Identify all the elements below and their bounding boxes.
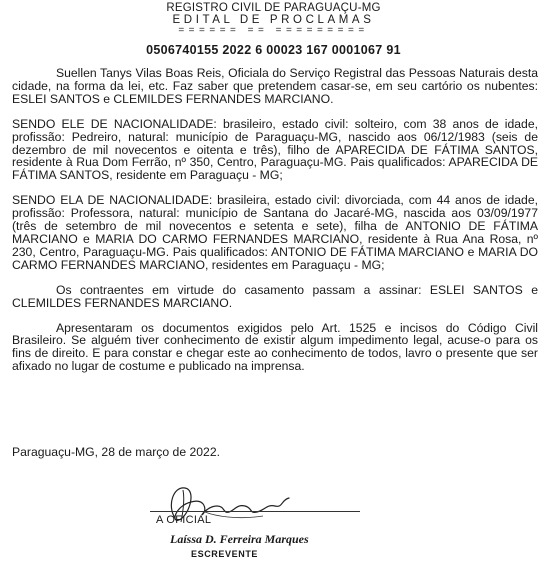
- registration-number: 0506740155 2022 6 00023 167 0001067 91: [146, 43, 401, 57]
- registry-name: REGISTRO CIVIL DE PARAGUAÇU-MG: [166, 2, 381, 14]
- official-role: A OFICIAL: [156, 514, 212, 526]
- place-date: Paraguaçu-MG, 28 de março de 2022.: [12, 445, 220, 459]
- document-header: [0, 0, 547, 57]
- groom-paragraph: SENDO ELE DE NACIONALIDADE: brasileiro, estado civil: solteiro, com 38 anos de idade, profissão: Pedreiro, natural: município de Paraguaçu-MG, nascido aos 06/12/1983 (seis de dezembro de mil novecentos e oitenta e três), filho de APARECIDA DE FÁTIMA SANTOS, residente à Rua Dom Ferrão, nº 350, Centro, Paraguaçu-MG. Pais qualificados: APARECIDA DE FÁTIMA SANTOS, residente em Paraguaçu - MG;: [12, 116, 538, 183]
- document-body: [12, 67, 538, 373]
- stamp-name: Laíssa D. Ferreira Marques: [170, 532, 309, 546]
- stamp-role: ESCREVENTE: [191, 549, 259, 559]
- title-underline: ====== == =========: [178, 25, 369, 36]
- handwritten-signature: [145, 476, 335, 536]
- signing-paragraph: Os contraentes em virtude do casamento passam a assinar: ESLEI SANTOS e CLEMILDES FERNANDES MARCIANO.: [12, 282, 538, 310]
- documents-paragraph: Apresentaram os documentos exigidos pelo Art. 1525 e incisos do Código Civil Brasileiro. Se alguém tiver conhecimento de existir algum impedimento legal, acuse-o para os fins de direito. E para constar e chegar este ao conhecimento de todos, lavro o presente que ser afixado no lugar de costume e publicado na imprensa.: [12, 320, 538, 374]
- bride-paragraph: SENDO ELA DE NACIONALIDADE: brasileira, estado civil: divorciada, com 44 anos de idade, profissão: Professora, natural: município de Santana do Jacaré-MG, nascida aos 03/09/1977 (três de setembro de mil novecentos e setenta e sete), filha de ANTONIO DE FÁTIMA MARCIANO e MARIA DO CARMO FERNANDES MARCIANO, residente à Rua Ana Rosa, nº 230, Centro, Paraguaçu-MG. Pais qualificados: ANTONIO DE FÁTIMA MARCIANO e MARIA DO CARMO FERNANDES MARCIANO, residentes em Paraguaçu - MG;: [12, 193, 538, 272]
- signature-line: [150, 511, 360, 512]
- intro-paragraph: Suellen Tanys Vilas Boas Reis, Oficiala do Serviço Registral das Pessoas Naturais desta cidade, na forma da lei, etc. Faz saber que pretendem casar-se, em seu cartório os nubentes: ESLEI SANTOS e CLEMILDES FERNANDES MARCIANO.: [12, 66, 538, 106]
- document-title: EDITAL DE PROCLAMAS: [172, 14, 375, 26]
